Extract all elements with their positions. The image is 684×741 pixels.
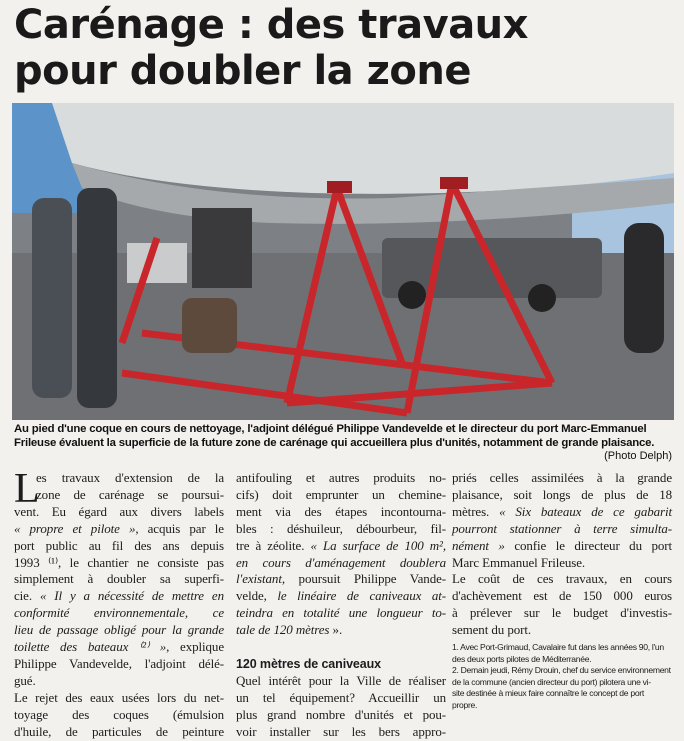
text-segment: gué. xyxy=(14,672,36,688)
text-segment: Le rejet des eaux usées lors du net- xyxy=(14,689,224,705)
text-line xyxy=(236,555,446,572)
column-2 xyxy=(236,470,446,741)
text-segment: toyage des coques (émulsion xyxy=(14,706,224,722)
footnote-line: propre. xyxy=(452,699,478,710)
photo-credit: (Photo Delph) xyxy=(604,450,672,462)
text-segment: Le coût de ces travaux, en cours xyxy=(452,571,672,587)
text-segment: cifs) doit emprunter un chemine- xyxy=(236,486,446,502)
text-segment: poursuit Philippe Vande- xyxy=(284,571,446,587)
text-line xyxy=(14,555,224,572)
text-line xyxy=(452,555,672,572)
italic-quote: toilette des bateaux ⁽²⁾ » xyxy=(14,639,167,655)
text-line xyxy=(236,588,446,605)
text-segment: , acquis par le xyxy=(135,520,224,536)
text-line xyxy=(14,487,224,504)
text-line xyxy=(452,538,672,555)
headline-line: pour doubler la zone xyxy=(14,48,471,94)
column-3-text xyxy=(452,470,672,639)
dropcap: L xyxy=(14,466,40,512)
text-segment: velde, xyxy=(236,588,278,604)
italic-quote: « La surface de 100 m², xyxy=(310,537,446,553)
text-segment: d'achèvement est de 150 000 euros xyxy=(452,588,672,604)
column-1-text xyxy=(14,466,224,741)
italic-quote: tale de 120 mètres xyxy=(236,622,330,638)
text-segment: plaisance, soit longs de plus de 18 xyxy=(452,486,672,502)
text-segment: mètres. xyxy=(452,503,500,519)
italic-quote: teindra en totalité une longueur to- xyxy=(236,605,446,621)
footnote-line: de la commune (ancien directeur du port) pilotera une vi- xyxy=(452,676,651,687)
text-line xyxy=(452,470,672,487)
text-line xyxy=(14,656,224,673)
text-line xyxy=(14,588,224,605)
text-segment: cie. xyxy=(14,588,40,604)
italic-quote: le linéaire de caniveaux at- xyxy=(277,588,446,604)
footnote-line: des deux ports pilotes de Méditerranée. xyxy=(452,653,592,664)
text-line xyxy=(236,504,446,521)
text-segment: confie le directeur du port xyxy=(504,537,672,553)
text-line xyxy=(452,504,672,521)
footnote-line: 2. Demain jeudi, Rémy Drouin, chef du service environnement xyxy=(452,665,671,676)
text-line xyxy=(14,673,224,690)
text-segment: 1993 ⁽¹⁾, le chantier ne consiste pas xyxy=(14,554,224,570)
text-line xyxy=(14,707,224,724)
text-segment: à prélever sur le budget d'investis- xyxy=(452,605,672,621)
column-1 xyxy=(14,466,224,741)
text-segment: tre à zéolite. xyxy=(236,537,311,553)
text-line xyxy=(14,622,224,639)
text-line xyxy=(236,622,446,639)
text-line xyxy=(14,538,224,555)
text-line xyxy=(14,690,224,707)
text-segment: Marc Emmanuel Frileuse. xyxy=(452,554,586,570)
text-segment: Philippe Vandevelde, l'adjoint délé- xyxy=(14,655,224,671)
headline xyxy=(14,2,528,94)
text-segment: zone de carénage se poursui- xyxy=(36,486,224,502)
footnotes xyxy=(452,642,672,711)
text-line xyxy=(236,605,446,622)
article-photo xyxy=(12,103,674,420)
italic-quote: « propre et pilote » xyxy=(14,520,136,536)
text-segment: un tel équipement? Accueillir un xyxy=(236,689,446,705)
subheading: 120 mètres de caniveaux xyxy=(236,657,382,672)
text-segment: Quel intérêt pour la Ville de réaliser xyxy=(236,672,446,688)
text-segment: ». xyxy=(329,622,343,638)
italic-quote: conformité environnementale, ce xyxy=(14,605,224,621)
text-line xyxy=(236,487,446,504)
text-line xyxy=(14,724,224,741)
text-line xyxy=(452,588,672,605)
italic-quote: pourront stationner à terre simulta- xyxy=(452,520,672,536)
text-segment: d'huile, de particules de peinture xyxy=(14,723,224,739)
text-segment: sement du port. xyxy=(452,622,532,638)
italic-quote: « Il y a nécessité de mettre en xyxy=(39,588,224,604)
text-line xyxy=(452,622,672,639)
text-line xyxy=(14,521,224,538)
italic-quote: « Six bateaux de ce gabarit xyxy=(499,503,672,519)
text-segment: voir installer sur les bers appro- xyxy=(236,723,446,739)
footnote-line: 1. Avec Port-Grimaud, Cavalaire fut dans les années 90, l'un xyxy=(452,642,664,653)
text-segment: es travaux d'extension de la xyxy=(36,470,224,485)
text-line xyxy=(236,470,446,487)
text-line xyxy=(452,605,672,622)
text-line xyxy=(14,504,224,521)
text-segment: vent. Eu égard aux divers labels xyxy=(14,503,224,519)
text-line xyxy=(452,521,672,538)
text-line xyxy=(452,487,672,504)
text-line xyxy=(236,521,446,538)
text-segment: antifouling et autres produits no- xyxy=(236,470,446,485)
text-segment: priés celles assimilées à la grande xyxy=(452,470,672,485)
text-line xyxy=(236,724,446,741)
column-2b-text xyxy=(236,673,446,741)
text-line xyxy=(236,538,446,555)
photo-caption: Au pied d'une coque en cours de nettoyage, l'adjoint délégué Philippe Vandevelde et le directeur du port Marc-Emmanuel Frileuse évaluent la superficie de la future zone de carénage qui accueillera plus d'unités, notamment de grande plaisance. xyxy=(14,423,655,449)
text-segment: simplement à doubler sa superfi- xyxy=(14,571,224,587)
column-3 xyxy=(452,470,672,711)
text-segment: plus grand nombre d'unités et pou- xyxy=(236,706,446,722)
text-segment: ment via des étapes incontourna- xyxy=(236,503,446,519)
text-line xyxy=(14,571,224,588)
italic-quote: en cours d'aménagement doublera xyxy=(236,554,446,570)
headline-line: Carénage : des travaux xyxy=(14,2,528,48)
italic-quote: nément » xyxy=(452,537,505,553)
text-line xyxy=(236,707,446,724)
footnote-line: site destinée à mieux faire connaître le concept de port xyxy=(452,688,644,699)
italic-quote: lieu de passage obligé pour la grande xyxy=(14,622,224,638)
text-line xyxy=(14,639,224,656)
text-line xyxy=(14,470,224,487)
text-line xyxy=(452,571,672,588)
italic-quote: l'existant, xyxy=(236,571,285,587)
text-line xyxy=(236,571,446,588)
column-2-text xyxy=(236,470,446,639)
text-segment: bles : déshuileur, débourbeur, fil- xyxy=(236,520,446,536)
text-line xyxy=(236,690,446,707)
text-line xyxy=(14,605,224,622)
text-segment: port public au fil des ans depuis xyxy=(14,537,224,553)
text-segment: , explique xyxy=(166,639,224,655)
text-line xyxy=(236,673,446,690)
